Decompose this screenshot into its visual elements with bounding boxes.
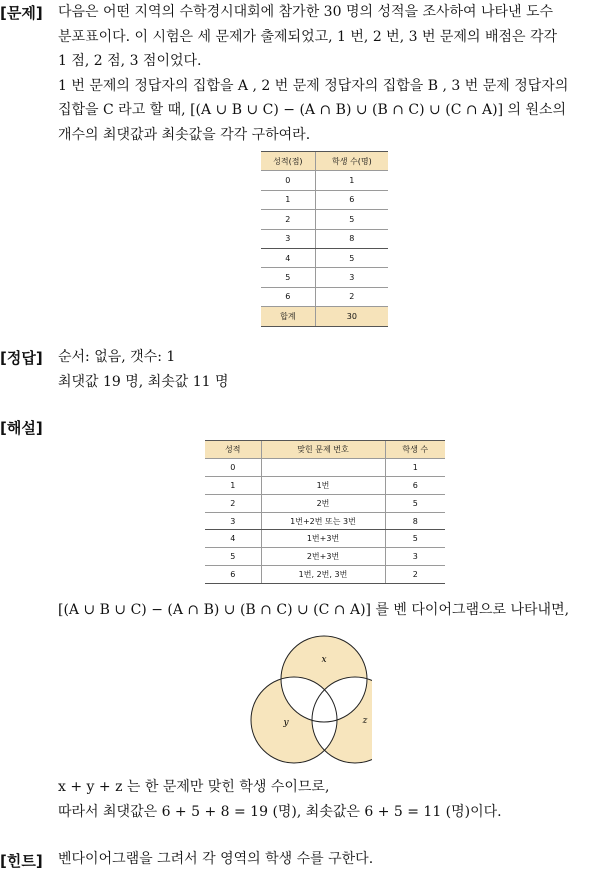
answer-tag: [정답] bbox=[0, 349, 43, 367]
table-total-row bbox=[261, 307, 388, 326]
problem-line: 개수의 최댓값과 최솟값을 각각 구하여라. bbox=[58, 126, 311, 143]
table-cell: 3 bbox=[385, 548, 445, 566]
hint-line: 벤다이어그램을 그려서 각 영역의 학생 수를 구한다. bbox=[58, 851, 374, 867]
table-row bbox=[205, 476, 445, 494]
table-cell: 2 bbox=[315, 287, 388, 306]
table-cell: 5 bbox=[385, 530, 445, 548]
answer-line: 최댓값 19 명, 최솟값 11 명 bbox=[58, 373, 229, 390]
table-cell: 1번, 2번, 3번 bbox=[261, 566, 385, 584]
table-cell: 2번+3번 bbox=[261, 548, 385, 566]
venn-intro-text: [(A ∪ B ∪ C) − (A ∩ B) ∪ (B ∩ C) ∪ (C ∩ A)] 를 벤 다이어그램으로 나타내면, bbox=[58, 602, 570, 618]
table-cell: 4 bbox=[205, 530, 261, 548]
problem-text bbox=[58, 0, 590, 147]
table-cell: 1 bbox=[315, 171, 388, 190]
answer-line: 순서: 없음, 갯수: 1 bbox=[58, 349, 176, 365]
table-header-row bbox=[261, 152, 388, 171]
table-row bbox=[261, 210, 388, 229]
table-cell: 1 bbox=[261, 190, 315, 209]
table-cell: 5 bbox=[261, 268, 315, 287]
problem-line: 다음은 어떤 지역의 수학경시대회에 참가한 30 명의 성적을 조사하여 나타낸 도수 bbox=[58, 4, 554, 20]
table-cell: 6 bbox=[205, 566, 261, 584]
table-cell: 3 bbox=[205, 512, 261, 530]
venn-label-y: y bbox=[283, 718, 289, 728]
table-cell: 8 bbox=[315, 229, 388, 248]
problem-line: 1 번 문제의 정답자의 집합을 A , 2 번 문제 정답자의 집합을 B , 3 번 문제 정답자의 bbox=[58, 77, 569, 94]
table-cell: 6 bbox=[315, 190, 388, 209]
table-cell: 2 bbox=[385, 566, 445, 584]
table-row bbox=[261, 171, 388, 190]
table-header: 성적(점) bbox=[261, 152, 315, 171]
table-cell: 6 bbox=[261, 287, 315, 306]
table-row bbox=[261, 229, 388, 248]
table-cell: 5 bbox=[205, 548, 261, 566]
table-header: 학생 수 bbox=[385, 441, 445, 459]
table-cell: 1번+3번 bbox=[261, 530, 385, 548]
table-header: 맞힌 문제 번호 bbox=[261, 441, 385, 459]
table-row bbox=[261, 268, 388, 287]
solution-text bbox=[58, 775, 590, 824]
answer-text bbox=[58, 345, 590, 394]
table-cell: 4 bbox=[261, 248, 315, 267]
venn-label-x: x bbox=[321, 655, 327, 665]
table-cell: 6 bbox=[385, 476, 445, 494]
hint-text bbox=[58, 847, 590, 870]
table-row bbox=[205, 548, 445, 566]
table-cell: 3 bbox=[315, 268, 388, 287]
table-cell: 0 bbox=[261, 171, 315, 190]
table-cell: 1번+2번 또는 3번 bbox=[261, 512, 385, 530]
table-header: 학생 수(명) bbox=[315, 152, 388, 171]
table-cell: 30 bbox=[315, 307, 388, 326]
table-cell: 1번 bbox=[261, 476, 385, 494]
problem-line: 집합을 C 라고 할 때, [(A ∪ B ∪ C) − (A ∩ B) ∪ (B ∩ C) ∪ (C ∩ A)] 의 원소의 bbox=[58, 102, 567, 118]
venn-label-z: z bbox=[362, 716, 368, 726]
table-cell: 5 bbox=[315, 210, 388, 229]
solution-table bbox=[205, 440, 445, 584]
table-row bbox=[261, 190, 388, 209]
table-row bbox=[261, 287, 388, 306]
table-header: 성적 bbox=[205, 441, 261, 459]
table-cell bbox=[261, 458, 385, 476]
table-row bbox=[205, 566, 445, 584]
table-cell: 5 bbox=[315, 248, 388, 267]
solution-tag: [해설] bbox=[0, 419, 43, 437]
problem-tag: [문제] bbox=[0, 4, 43, 22]
table-cell: 0 bbox=[205, 458, 261, 476]
table-row bbox=[205, 530, 445, 548]
venn-diagram bbox=[248, 630, 372, 764]
hint-tag: [힌트] bbox=[0, 852, 43, 870]
problem-line: 1 점, 2 점, 3 점이었다. bbox=[58, 53, 202, 69]
table-row bbox=[261, 248, 388, 267]
table-row bbox=[205, 458, 445, 476]
table-cell: 8 bbox=[385, 512, 445, 530]
table-header-row bbox=[205, 441, 445, 459]
solution-line: x + y + z 는 한 문제만 맞힌 학생 수이므로, bbox=[58, 779, 330, 795]
table-cell: 3 bbox=[261, 229, 315, 248]
table-cell: 합계 bbox=[261, 307, 315, 326]
table-cell: 5 bbox=[385, 494, 445, 512]
table-cell: 1 bbox=[385, 458, 445, 476]
problem-line: 분포표이다. 이 시험은 세 문제가 출제되었고, 1 번, 2 번, 3 번 문제의 배점은 각각 bbox=[58, 28, 558, 45]
table-cell: 1 bbox=[205, 476, 261, 494]
table-cell: 2 bbox=[261, 210, 315, 229]
solution-line: 따라서 최댓값은 6 + 5 + 8 = 19 (명), 최솟값은 6 + 5 = 11 (명)이다. bbox=[58, 803, 502, 820]
table-row bbox=[205, 494, 445, 512]
venn-intro bbox=[58, 598, 590, 623]
table-cell: 2 bbox=[205, 494, 261, 512]
table-row bbox=[205, 512, 445, 530]
score-frequency-table bbox=[261, 151, 388, 327]
table-cell: 2번 bbox=[261, 494, 385, 512]
